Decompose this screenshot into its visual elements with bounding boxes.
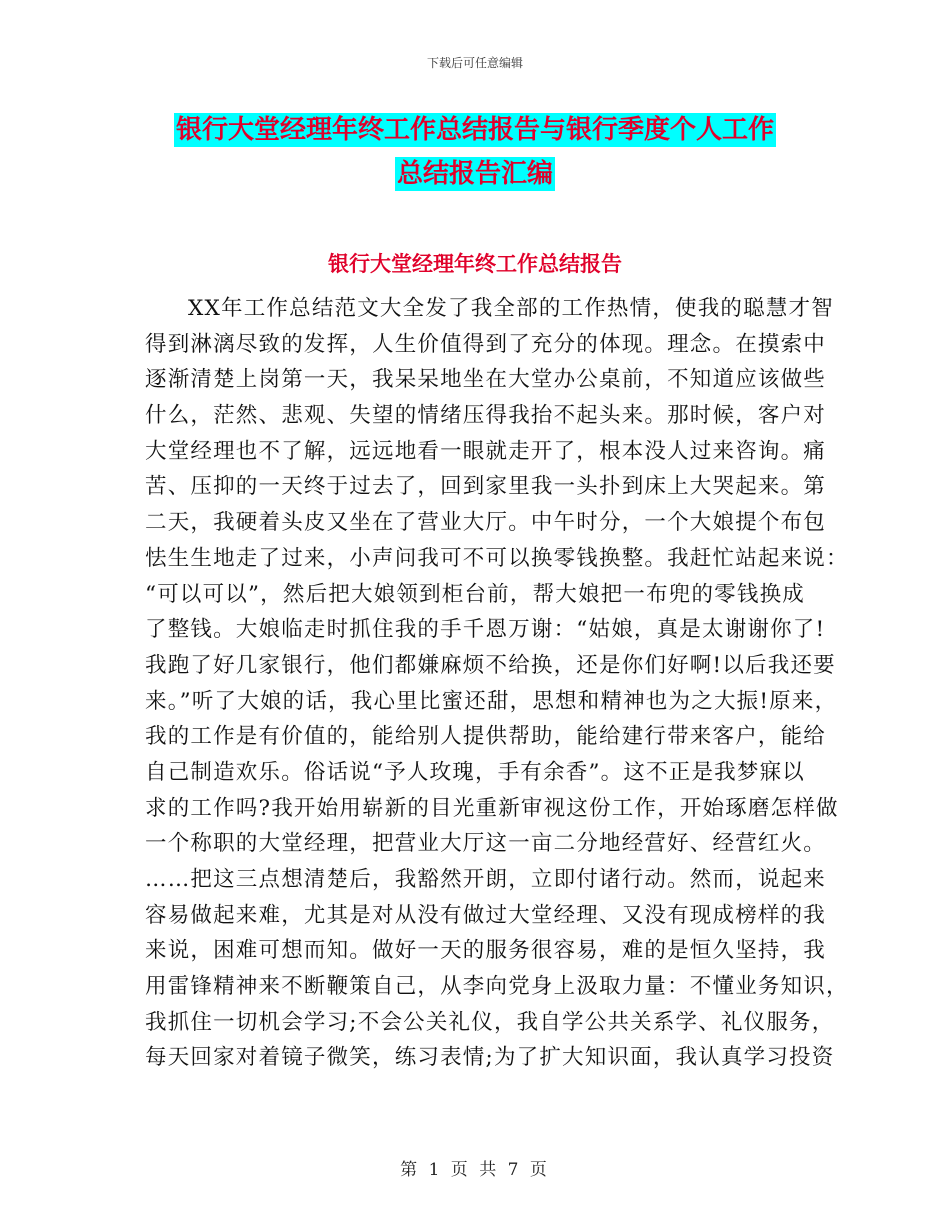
- page-header-note: 下载后可任意编辑: [426, 56, 523, 70]
- page-number-footer: 第 1 页 共 7 页: [400, 1160, 550, 1180]
- body-line: 求的工作吗?我开始用崭新的目光重新审视这份工作，开始琢磨怎样做: [145, 795, 839, 821]
- section-title: 银行大堂经理年终工作总结报告: [328, 252, 622, 276]
- body-line: 用雷锋精神来不断鞭策自己，从李向党身上汲取力量：不懂业务知识，: [145, 974, 849, 1000]
- body-line: 每天回家对着镜子微笑，练习表情;为了扩大知识面，我认真学习投资: [145, 1045, 835, 1071]
- body-line: 我跑了好几家银行，他们都嫌麻烦不给换，还是你们好啊!以后我还要: [145, 652, 836, 678]
- body-line: 逐渐清楚上岗第一天，我呆呆地坐在大堂办公桌前，不知道应该做些: [145, 367, 827, 393]
- document-title: [0, 108, 950, 196]
- body-line: 什么，茫然、悲观、失望的情绪压得我抬不起头来。那时候，客户对: [145, 403, 827, 429]
- body-line: 我抓住一切机会学习;不会公关礼仪，我自学公共关系学、礼仪服务，: [145, 1009, 835, 1035]
- body-line: 了整钱。大娘临走时抓住我的手千恩万谢：“姑娘，真是太谢谢你了!: [145, 617, 826, 643]
- body-line: ……把这三点想清楚后，我豁然开朗，立即付诸行动。然而，说起来: [145, 867, 827, 892]
- body-line: 自己制造欢乐。俗话说“予人玫瑰，手有余香”。这不正是我梦寐以: [145, 759, 805, 785]
- body-line: XX年工作总结范文大全发了我全部的工作热情，使我的聪慧才智: [188, 296, 834, 321]
- body-line: 二天，我硬着头皮又坐在了营业大厅。中午时分，一个大娘提个布包: [145, 510, 827, 536]
- body-line: 得到淋漓尽致的发挥，人生价值得到了充分的体现。理念。在摸索中: [145, 331, 827, 357]
- document-title-line-2: 总结报告汇编: [396, 159, 553, 189]
- document-title-line-1: 银行大堂经理年终工作总结报告与银行季度个人工作: [175, 115, 774, 145]
- body-line: 大堂经理也不了解，远远地看一眼就走开了，根本没人过来咨询。痛: [145, 438, 827, 464]
- body-line: 来。”听了大娘的话，我心里比蜜还甜，思想和精神也为之大振!原来，: [145, 688, 838, 714]
- body-line: 苦、压抑的一天终于过去了，回到家里我一头扑到床上大哭起来。第: [145, 474, 827, 500]
- body-line: 来说，困难可想而知。做好一天的服务很容易，难的是恒久坚持，我: [145, 938, 827, 964]
- body-text: [145, 291, 849, 1076]
- body-line: 我的工作是有价值的，能给别人提供帮助，能给建行带来客户，能给: [145, 724, 827, 750]
- body-line: 怯生生地走了过来，小声问我可不可以换零钱换整。我赶忙站起来说：: [145, 545, 849, 571]
- body-line: 容易做起来难，尤其是对从没有做过大堂经理、又没有现成榜样的我: [145, 902, 827, 928]
- body-line: 一个称职的大堂经理，把营业大厅这一亩二分地经营好、经营红火。: [145, 831, 827, 857]
- body-line: “可以可以”，然后把大娘领到柜台前，帮大娘把一布兜的零钱换成: [145, 581, 805, 607]
